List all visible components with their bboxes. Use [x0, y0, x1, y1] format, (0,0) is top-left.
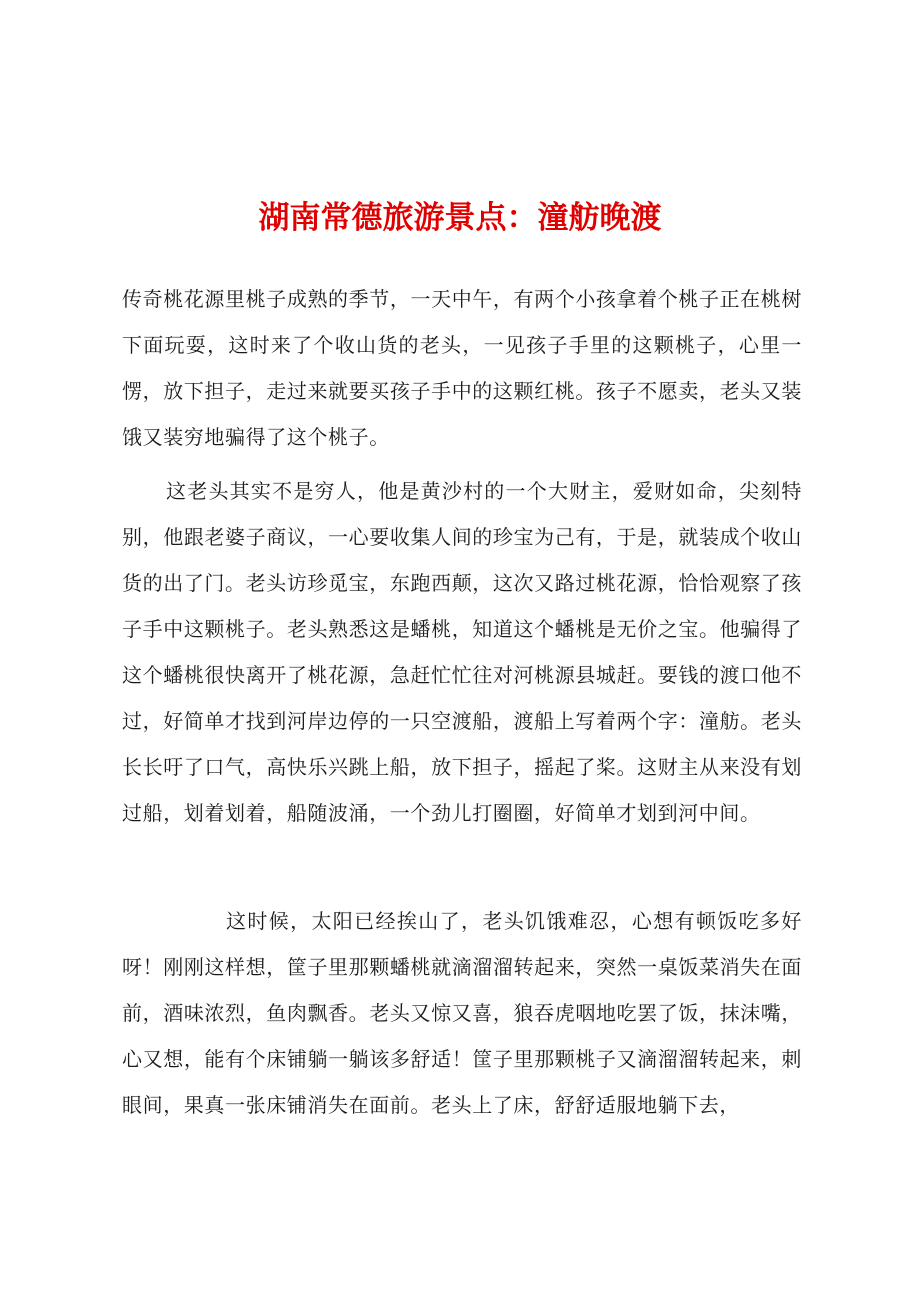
paragraph-3: 这时候，太阳已经挨山了，老头饥饿难忍，心想有顿饭吃多好呀！刚刚这样想，筐子里那颗蟠桃就滴溜溜转起来，突然一桌饭菜消失在面前，酒味浓烈，鱼肉飘香。老头又惊又喜，狼吞虎咽地吃罢了饭，抹沫嘴，心又想，能有个床铺躺一躺该多舒适！筐子里那颗桃子又滴溜溜转起来，刺眼间，果真一张床铺消失在面前。老头上了床，舒舒适服地躺下去， [122, 909, 802, 1117]
paragraph-1: 传奇桃花源里桃子成熟的季节，一天中午，有两个小孩拿着个桃子正在桃树下面玩耍，这时来了个收山货的老头，一见孩子手里的这颗桃子，心里一愣，放下担子，走过来就要买孩子手中的这颗红桃。孩子不愿卖，老头又装饿又装穷地骗得了这个桃子。 [122, 287, 802, 449]
page-title: 湖南常德旅游景点：潼舫晚渡 [258, 200, 662, 236]
paragraph-2: 这老头其实不是穷人，他是黄沙村的一个大财主，爱财如命，尖刻特别，他跟老婆子商议，一心要收集人间的珍宝为己有，于是，就装成个收山货的出了门。老头访珍觅宝，东跑西颠，这次又路过桃花源，恰恰观察了孩子手中这颗桃子。老头熟悉这是蟠桃，知道这个蟠桃是无价之宝。他骗得了这个蟠桃很快离开了桃花源，急赶忙忙往对河桃源县城赶。要钱的渡口他不过，好简单才找到河岸边停的一只空渡船，渡船上写着两个字：潼舫。老头长长吁了口气，高快乐兴跳上船，放下担子，摇起了桨。这财主从来没有划过船，划着划着，船随波涌，一个劲儿打圈圈，好简单才划到河中间。 [122, 479, 802, 825]
